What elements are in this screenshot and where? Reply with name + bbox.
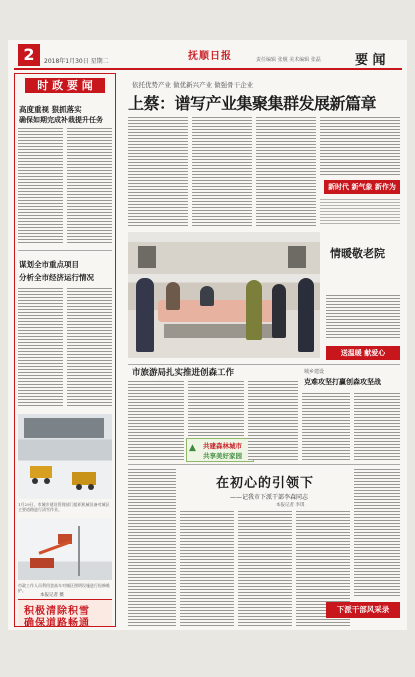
photo-feature-title: 情暖敬老院	[330, 247, 385, 260]
photo-caption-1: 1月29日，市城乡建设管理部门组织机械设备对城区主要道路进行清雪作业。	[18, 502, 110, 512]
story-a-body-col1	[128, 380, 184, 460]
person	[246, 280, 262, 340]
poster-line2: 共享美好家园	[203, 452, 242, 460]
feature-title: 在初心的引领下	[216, 476, 315, 491]
lead-body-col4	[320, 116, 400, 176]
feature-intro-col	[128, 468, 176, 626]
politics-banner: 时 政 要 闻	[25, 78, 105, 93]
section-label: 要 闻	[355, 53, 386, 68]
article2-title-line1: 谋划全市重点项目	[19, 260, 79, 269]
feature-byline: 本报记者 李琪	[276, 503, 305, 508]
newspaper-page	[8, 40, 407, 630]
article2-body	[18, 287, 63, 407]
nursing-home-photo	[128, 232, 320, 358]
article2-body-col2	[67, 287, 112, 407]
article1-title-line1: 高度重视 狠抓落实	[19, 105, 82, 114]
lead-body-col3	[256, 116, 316, 226]
person	[272, 284, 286, 338]
poster-line1: 共建森林城市	[203, 442, 242, 450]
person	[298, 278, 314, 352]
feature-body-col2	[238, 510, 292, 626]
page-number: 2	[18, 44, 40, 66]
person	[200, 286, 214, 306]
forest-poster: ▲ 共建森林城市 共享美好家园	[186, 438, 254, 462]
article1-body	[18, 127, 63, 245]
slogan-line2: 确保道路畅通	[24, 618, 90, 629]
lead-side-banner: 新时代 新气象 新作为	[324, 180, 400, 194]
article2-title-line2: 分析全市经济运行情况	[19, 273, 94, 282]
story-a-title: 市旅游局扎实推进创森工作	[132, 368, 235, 378]
photo-feature-banner: 送温暖 献爱心	[326, 346, 400, 360]
lead-kicker: 依托优势产业 做优新兴产业 做强骨干企业	[132, 81, 254, 89]
date-line: 2018年1月30日 星期二	[44, 58, 109, 65]
article1-title-line2: 确保如期完成补栽提升任务	[19, 115, 103, 124]
person	[136, 278, 154, 352]
photo-feature-caption	[326, 294, 400, 340]
photo-caption-2: 市政工作人员利用登高车对城区照明设施进行检修维护。	[18, 583, 110, 593]
story-b-kicker: 城乡建设	[304, 369, 325, 375]
story-a-body-col3	[248, 380, 298, 460]
story-b-body-col2	[354, 392, 400, 460]
loader-vehicle	[72, 472, 96, 485]
story-b-body-col1	[302, 392, 350, 460]
slogan-box	[18, 599, 112, 629]
photo-credit: 本报记者 摄	[40, 593, 64, 598]
editor-line: 责任编辑 张舰 美术编辑 张磊	[256, 57, 321, 63]
loader-vehicle	[30, 466, 52, 478]
slogan-line1: 积极清除积雪	[24, 606, 90, 617]
header-rule	[14, 68, 402, 70]
lead-body-col4b	[320, 198, 400, 226]
lead-body-col2	[192, 116, 252, 226]
feature-banner: 下派干部风采录	[326, 602, 400, 618]
feature-subtitle: ——记我市下派干部李森同志	[230, 494, 309, 501]
feature-body-col4	[354, 468, 400, 596]
lead-headline: 上蔡：谱写产业集聚集群发展新篇章	[128, 94, 377, 113]
person	[166, 282, 180, 310]
article1-body-col2	[67, 127, 112, 245]
feature-body-col1	[180, 510, 234, 626]
lead-body-col1	[128, 116, 188, 226]
story-a-body-col2	[188, 380, 244, 440]
masthead: 抚顺日报	[188, 51, 232, 62]
left-column	[14, 73, 116, 627]
lift-truck-photo	[18, 518, 112, 580]
snow-clearing-photo	[18, 414, 112, 499]
story-b-title: 克难攻坚打赢创森攻坚战	[304, 377, 381, 386]
